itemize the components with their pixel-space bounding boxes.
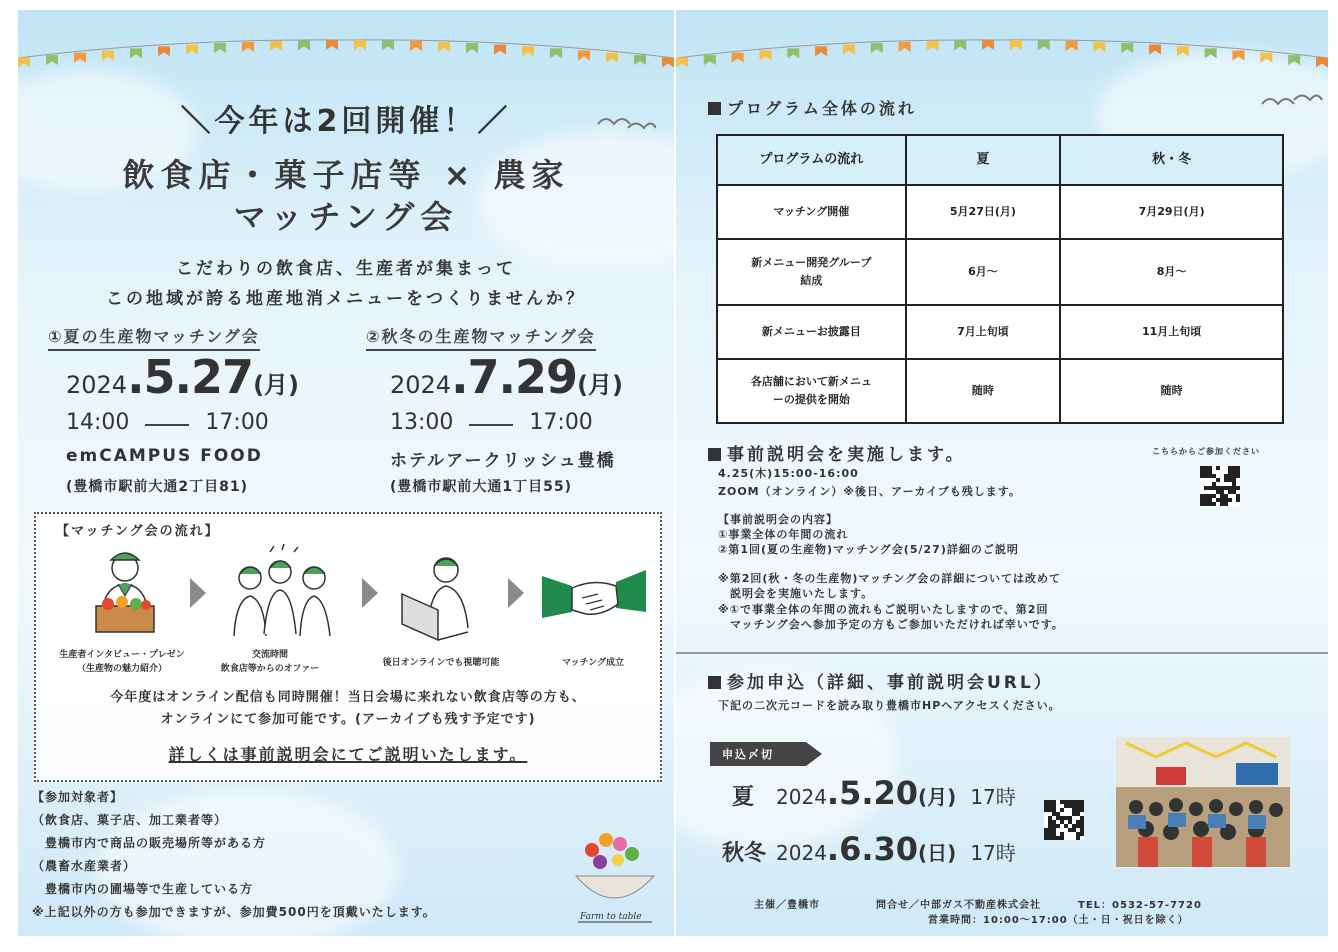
eligibility-note: ※上記以外の方も参加できますが、参加費500円を頂戴いたします。 xyxy=(32,905,436,919)
table-row xyxy=(717,239,1283,305)
deadline-badge-label: 申込〆切 xyxy=(722,748,774,761)
handshake-icon xyxy=(542,564,646,624)
flow-step-label: 後日オンラインでも視聴可能 xyxy=(382,658,500,668)
event-photo xyxy=(1116,737,1290,867)
table-cell: 随時 xyxy=(1060,359,1283,423)
session-autumn xyxy=(366,324,596,351)
table-row xyxy=(717,359,1283,423)
deadline-weekday: (月) xyxy=(918,785,957,809)
session-heading: ②秋冬の生産物マッチング会 xyxy=(366,324,596,351)
eligibility-line: （飲食店、菓子店、加工業者等） xyxy=(32,813,228,827)
laptop-user-icon xyxy=(398,548,488,644)
session-date xyxy=(66,350,299,404)
session-heading: ①夏の生産物マッチング会 xyxy=(48,324,260,351)
deadline-year: 2024 xyxy=(776,785,827,809)
contact-tel: TEL：0532-57-7720 xyxy=(1078,900,1202,911)
flyer-page-back xyxy=(676,10,1328,936)
organizer: 主催／豊橋市 xyxy=(754,900,820,911)
logo-caption: Farm to table xyxy=(580,912,642,922)
table-cell: 7月29日(月) xyxy=(1060,185,1283,239)
table-cell: 11月上旬頃 xyxy=(1060,305,1283,359)
eligibility-line: 豊橋市内の圃場等で生産している方 xyxy=(32,882,254,896)
table-header: 秋・冬 xyxy=(1060,135,1283,185)
online-note: オンラインにて参加可能です。(アーカイブも残す予定です) xyxy=(160,712,536,727)
online-note: 今年度はオンライン配信も同時開催！当日会場に来れない飲食店等の方も、 xyxy=(110,690,586,705)
table-cell: 8月～ xyxy=(1060,239,1283,305)
deadline-date: .5.20 xyxy=(826,774,919,812)
session-monthday: .7.29 xyxy=(451,350,578,404)
deadline-season: 夏 xyxy=(732,785,755,810)
birds-icon xyxy=(1260,88,1324,112)
briefing-content-title: 【事前説明会の内容】 xyxy=(718,513,838,526)
deadline-season: 秋冬 xyxy=(722,841,767,866)
flow-step-label: 交流時間 飲食店等からのオファー xyxy=(220,650,320,674)
briefing-qr-code[interactable] xyxy=(1200,466,1240,506)
people-talking-icon xyxy=(224,544,334,644)
session-address: (豊橋市駅前大通1丁目55) xyxy=(390,479,573,495)
table-header: プログラムの流れ xyxy=(717,135,906,185)
briefing-datetime: 4.25(木)15:00-16:00 xyxy=(718,467,859,480)
deadline-weekday: (日) xyxy=(918,841,957,865)
flow-arrow-icon xyxy=(362,578,378,608)
event-title-line2: マッチング会 xyxy=(233,198,459,236)
table-cell: 7月上旬頃 xyxy=(906,305,1061,359)
eligibility-line: （農畜水産業者） xyxy=(32,859,137,873)
end-time: 17:00 xyxy=(205,410,269,435)
deadline-time: 17時 xyxy=(970,785,1016,809)
briefing-format: ZOOM（オンライン）※後日、アーカイブも残します。 xyxy=(718,485,1021,498)
apply-heading: 参加申込（詳細、事前説明会URL） xyxy=(708,668,1054,693)
program-table xyxy=(716,134,1284,424)
table-row xyxy=(717,185,1283,239)
bunting-decoration xyxy=(18,10,674,90)
end-time: 17:00 xyxy=(529,410,593,435)
apply-instruction: 下記の二次元コードを読み取り豊橋市HPへアクセスください。 xyxy=(718,699,1061,712)
briefing-note: ※①で事業全体の年間の流れもご説明いたしますので、第2回 xyxy=(718,603,1049,616)
briefing-note: ※第2回(秋・冬の生産物)マッチング会の詳細については改めて xyxy=(718,572,1061,585)
flow-step-label: マッチング成立 xyxy=(561,658,624,668)
session-time xyxy=(66,410,269,435)
session-monthday: .5.27 xyxy=(127,350,254,404)
apply-qr-code[interactable] xyxy=(1044,800,1084,840)
matching-flow-box xyxy=(34,512,662,782)
briefing-note: マッチング会へ参加予定の方もご参加いただければ幸いです。 xyxy=(718,618,1064,631)
event-subtitle: ＼今年は2回開催！／ xyxy=(180,104,512,139)
briefing-content: ②第1回(夏の生産物)マッチング会(5/27)詳細のご説明 xyxy=(718,543,1019,556)
program-heading: プログラム全体の流れ xyxy=(708,96,917,119)
table-cell: 随時 xyxy=(906,359,1061,423)
table-cell: 5月27日(月) xyxy=(906,185,1061,239)
session-weekday: (月) xyxy=(253,371,299,399)
qr-caption: こちらからご参加ください xyxy=(1152,447,1260,456)
deadline-autumn xyxy=(722,830,1016,868)
eligibility-heading: 【参加対象者】 xyxy=(32,790,124,804)
eligibility-section xyxy=(32,786,436,924)
deadline-summer xyxy=(732,774,1016,812)
briefing-content: ①事業全体の年間の流れ xyxy=(718,528,849,541)
session-address: (豊橋市駅前大通2丁目81) xyxy=(66,479,249,495)
table-header-row xyxy=(717,135,1283,185)
deadline-time: 17時 xyxy=(970,841,1016,865)
table-header: 夏 xyxy=(906,135,1061,185)
start-time: 14:00 xyxy=(66,410,130,435)
lead-text: こだわりの飲食店、生産者が集まって xyxy=(176,259,516,279)
flow-arrow-icon xyxy=(190,578,206,608)
table-cell: 各店舗において新メニュ ーの提供を開始 xyxy=(717,359,906,423)
deadline-year: 2024 xyxy=(776,841,827,865)
table-cell: 新メニューお披露目 xyxy=(717,305,906,359)
session-year: 2024 xyxy=(390,371,452,399)
briefing-heading: 事前説明会を実施します。 xyxy=(708,440,966,465)
section-divider xyxy=(676,652,1328,654)
business-hours: 営業時間：10:00～17:00（土・日・祝日を除く） xyxy=(928,915,1189,926)
deadline-date: .6.30 xyxy=(826,830,919,868)
contact-company: 問合せ／中部ガス不動産株式会社 xyxy=(876,900,1041,911)
lead-text: この地域が誇る地産地消メニューをつくりませんか？ xyxy=(106,289,586,309)
flyer-page-front xyxy=(18,10,674,936)
table-cell: マッチング開催 xyxy=(717,185,906,239)
farmer-icon xyxy=(82,544,168,644)
session-weekday: (月) xyxy=(577,371,623,399)
table-cell: 新メニュー開発グループ 結成 xyxy=(717,239,906,305)
flow-title: 【マッチング会の流れ】 xyxy=(56,524,220,539)
event-title: 飲食店・菓子店等 × 農家 xyxy=(122,156,570,194)
session-time xyxy=(390,410,593,435)
briefing-note: 説明会を実施いたします。 xyxy=(718,587,874,600)
session-year: 2024 xyxy=(66,371,128,399)
start-time: 13:00 xyxy=(390,410,454,435)
session-venue: ホテルアークリッシュ豊橋 xyxy=(390,451,616,471)
briefing-link[interactable]: 詳しくは事前説明会にてご説明いたします。 xyxy=(168,745,528,764)
bunting-decoration xyxy=(676,10,1328,90)
table-row xyxy=(717,305,1283,359)
flow-arrow-icon xyxy=(508,578,524,608)
session-venue: emCAMPUS FOOD xyxy=(66,446,263,466)
session-date xyxy=(390,350,623,404)
session-summer xyxy=(48,324,260,351)
flow-step-label: 生産者インタビュー・プレゼン （生産物の魅力紹介） xyxy=(59,650,185,674)
eligibility-line: 豊橋市内で商品の販売場所等がある方 xyxy=(32,836,267,850)
table-cell: 6月～ xyxy=(906,239,1061,305)
